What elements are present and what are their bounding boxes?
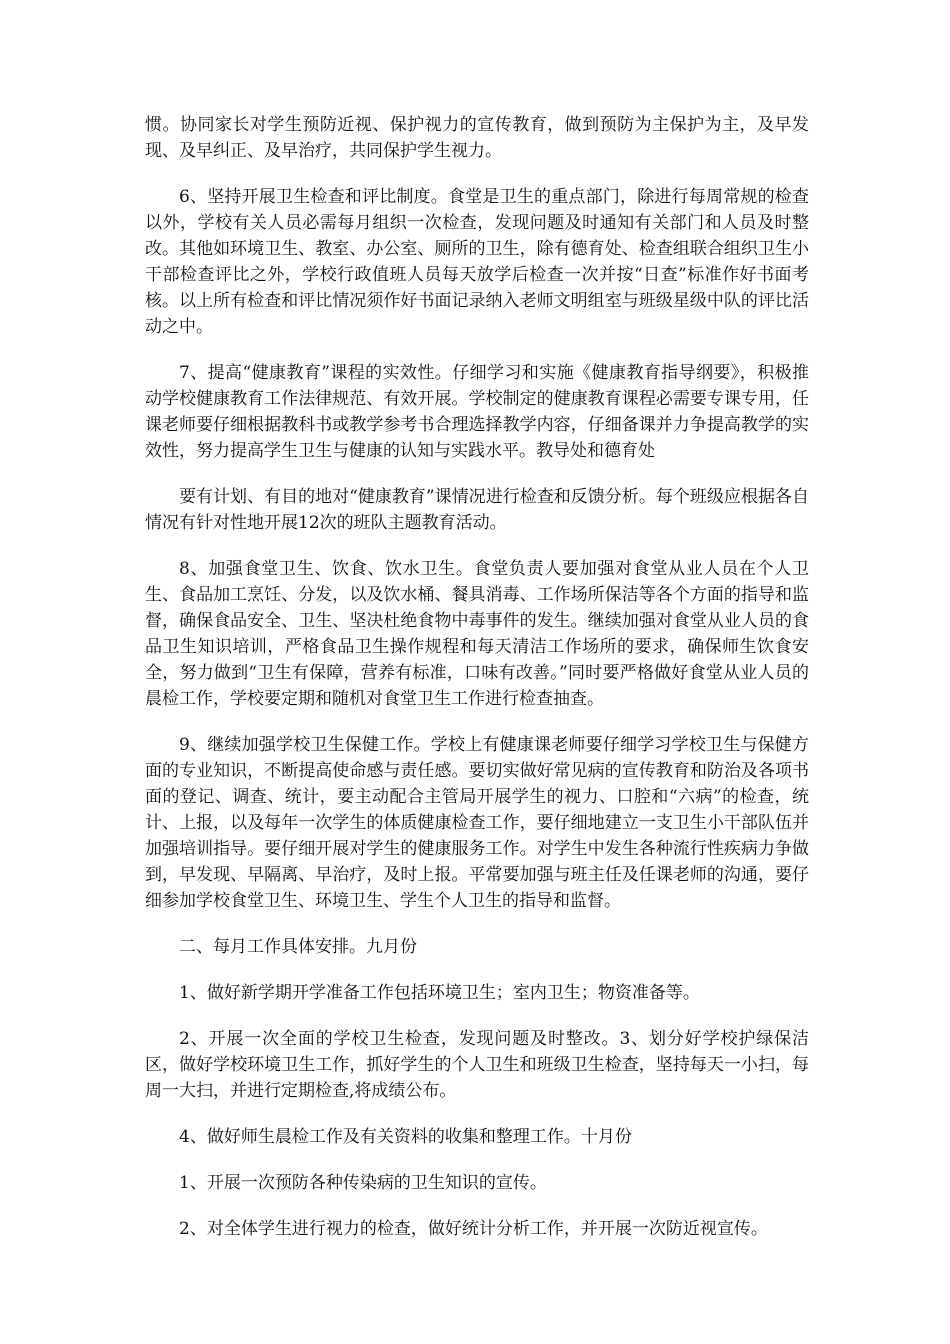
paragraph-9: 2、开展一次全面的学校卫生检查，发现问题及时整改。3、划分好学校护绿保洁区，做好学校环境卫生工作，抓好学生的个人卫生和班级卫生检查，坚持每天一小扫，每周一大扫，并进行定期检查,将成绩公布。 [145, 1029, 809, 1101]
paragraph-11: 1、开展一次预防各种传染病的卫生知识的宣传。 [179, 1173, 547, 1193]
paragraph-8: 1、做好新学期开学准备工作包括环境卫生；室内卫生；物资准备等。 [179, 983, 700, 1003]
paragraph-12: 2、对全体学生进行视力的检查，做好统计分析工作，并开展一次防近视宣传。 [179, 1219, 768, 1239]
paragraph-3: 7、提高“健康教育”课程的实效性。仔细学习和实施《健康教育指导纲要》，积极推动学校健康教育工作法律规范、有效开展。学校制定的健康教育课程必需要专课专用，任课老师要仔细根据教科书或教学参考书合理选择教学内容，仔细备课并力争提高教学的实效性，努力提高学生卫生与健康的认知与实践水平。教导处和德育处 [145, 363, 809, 461]
paragraph-5: 8、加强食堂卫生、饮食、饮水卫生。食堂负责人要加强对食堂从业人员在个人卫生、食品加工烹饪、分发，以及饮水桶、餐具消毒、工作场所保洁等各个方面的指导和监督，确保食品安全、卫生、坚决杜绝食物中毒事件的发生。继续加强对食堂从业人员的食品卫生知识培训，严格食品卫生操作规程和每天清洁工作场所的要求，确保师生饮食安全，努力做到“卫生有保障，营养有标准，口味有改善。”同时要严格做好食堂从业人员的晨检工作，学校要定期和随机对食堂卫生工作进行检查抽查。 [145, 559, 809, 709]
paragraph-6: 9、继续加强学校卫生保健工作。学校上有健康课老师要仔细学习学校卫生与保健方面的专业知识，不断提高使命感与责任感。要切实做好常见病的宣传教育和防治及各项书面的登记、调查、统计，要主动配合主管局开展学生的视力、口腔和“六病”的检查，统计、上报，以及每年一次学生的体质健康检查工作，要仔细地建立一支卫生小干部队伍并加强培训指导。要仔细开展对学生的健康服务工作。对学生中发生各种流行性疾病力争做到，早发现、早隔离、早治疗，及时上报。平常要加强与班主任及任课老师的沟通，要仔细参加学校食堂卫生、环境卫生、学生个人卫生的指导和监督。 [145, 735, 809, 911]
paragraph-10: 4、做好师生晨检工作及有关资料的收集和整理工作。十月份 [179, 1127, 632, 1147]
section-heading-monthly-plan: 二、每月工作具体安排。九月份 [179, 937, 417, 957]
document-page [145, 112, 809, 1262]
paragraph-2: 6、坚持开展卫生检查和评比制度。食堂是卫生的重点部门，除进行每周常规的检查以外，学校有关人员必需每月组织一次检查，发现问题及时通知有关部门和人员及时整改。其他如环境卫生、教室、办公室、厕所的卫生，除有德育处、检查组联合组织卫生小干部检查评比之外，学校行政值班人员每天放学后检查一次并按“日查”标准作好书面考核。以上所有检查和评比情况须作好书面记录纳入老师文明组室与班级星级中队的评比活动之中。 [145, 187, 809, 337]
paragraph-4: 要有计划、有目的地对“健康教育”课情况进行检查和反馈分析。每个班级应根据各自情况有针对性地开展12次的班队主题教育活动。 [145, 487, 809, 533]
paragraph-1: 惯。协同家长对学生预防近视、保护视力的宣传教育，做到预防为主保护为主，及早发现、及早纠正、及早治疗，共同保护学生视力。 [145, 115, 809, 161]
